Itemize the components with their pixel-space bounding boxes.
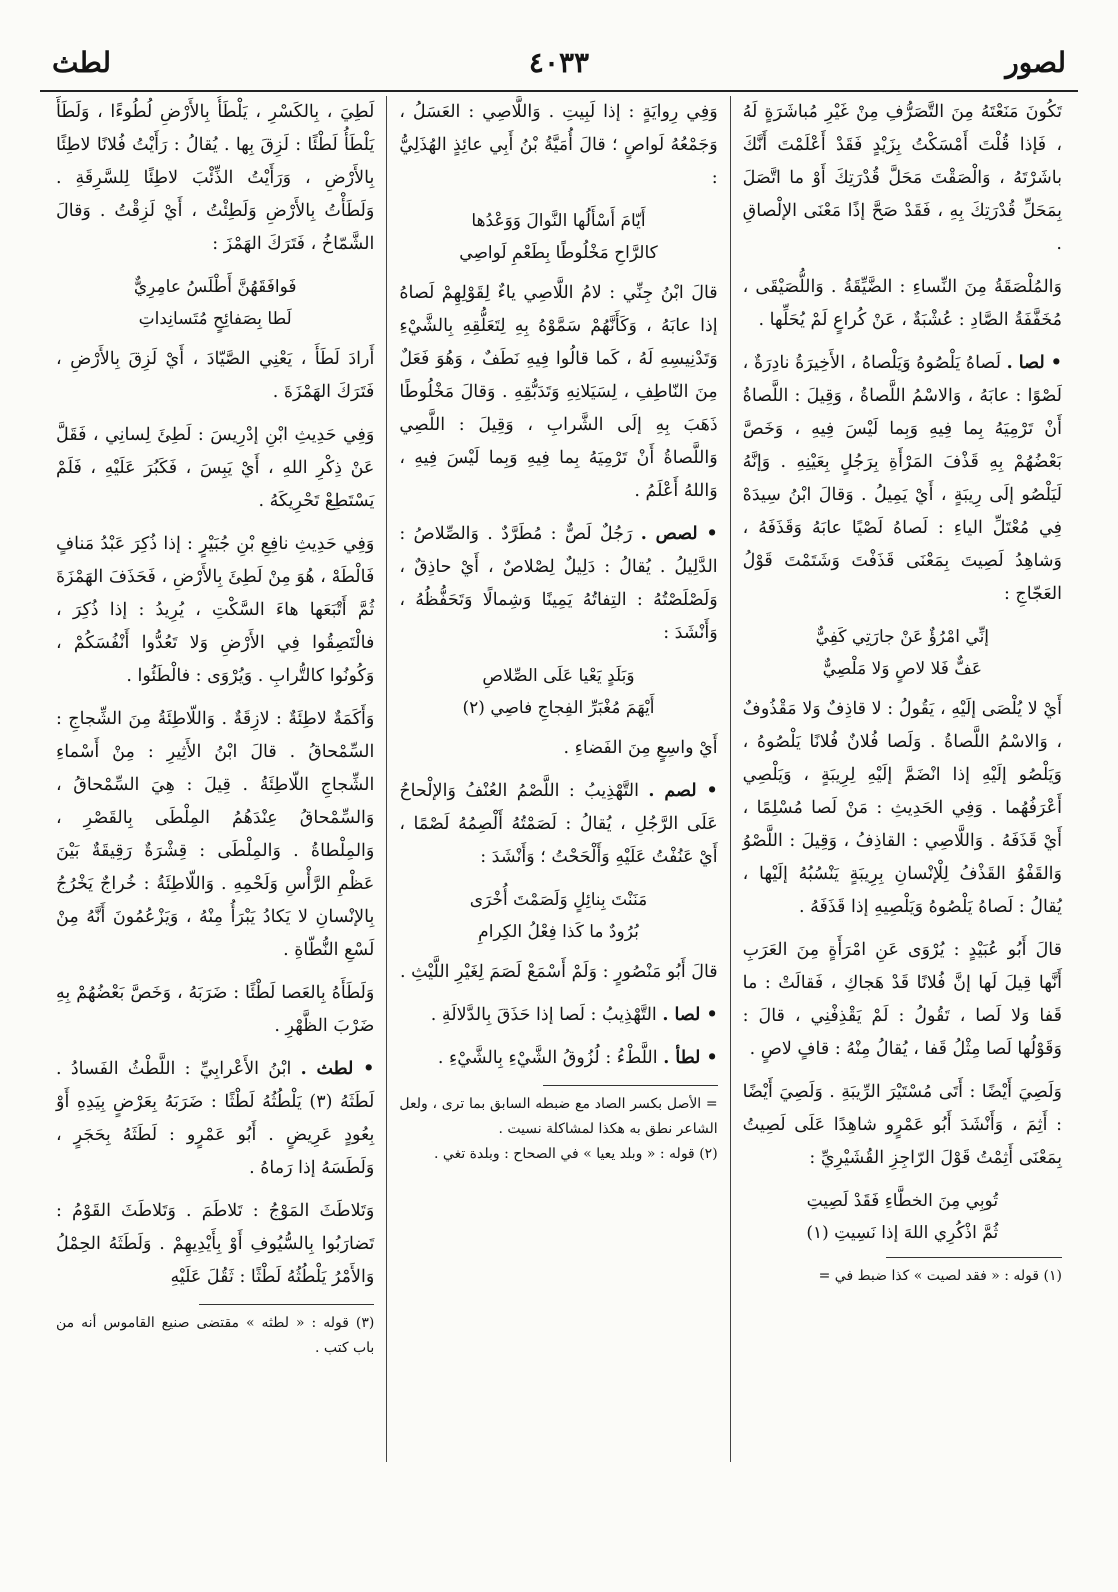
header-left-word: لطث (52, 46, 111, 79)
verse-line: وَبَلَدٍ يَعْيا عَلَى الصِّلاصِ (482, 666, 635, 686)
headword: • لطث . (300, 1059, 375, 1079)
entry-paragraph: أَرادَ لَطَأَ ، يَعْنِي الصَّيّادَ ، أَيْ لَزِقَ بِالأَرْضِ ، فَتَرَكَ الهَمْزَةَ . (56, 349, 375, 402)
verse-line: تُوبِي مِنَ الخطَّاءِ فَقَدْ لَصِيتِ (806, 1191, 999, 1211)
verse (743, 621, 1062, 685)
footnote-rule (886, 1257, 1062, 1258)
verse-line: بُرُودٌ ما كَذا فِعْلُ الكِرامِ (478, 922, 639, 942)
entry-text: التَّهْذِيبُ : اللَّصْمُ العُنْفُ وَالإلْحاحُ عَلَى الرَّجُلِ ، يُقالُ : لَصَمْتُهُ أَلْصِمُهُ لَصْمًا ، أَيْ عَنُفْتُ عَلَيْهِ وَأَلْحَحْتُ ؛ وَأَنْشَدَ : (399, 781, 718, 867)
page-number: ٤٠٣٣ (528, 46, 590, 79)
entry-lss (399, 518, 717, 650)
page-header (40, 44, 1078, 90)
verse-line: ثُمَّ اذْكُرِي اللهَ إذا نَسِيتِ (١) (806, 1223, 999, 1243)
headword: • لطأ . (663, 1048, 718, 1068)
verse-line: إنِّي امْرُؤٌ عَنْ جارَتِي كَفِيٌّ (815, 627, 990, 647)
entry-paragraph: وَلَصِيَ أَيْضًا : أَتَى مُسْتَيْرَ الرِّيبَةِ . وَلَصِيَ أَيْضًا : أَثِمَ ، وَأَنْشَدَ أَبُو عَمْرٍو شاهِدًا عَلَى لَصِيتُ بِمَعْنَى أَثِمْتُ قَوْلَ الرّاجِزِ القُشَيْرِيِّ : (742, 1082, 1062, 1168)
verse (399, 884, 717, 948)
verse (399, 205, 717, 269)
column-left (44, 96, 387, 1462)
entry-paragraph: قالَ أَبُو عُبَيْدٍ : يُرْوَى عَنِ امْرَأَةٍ مِنَ العَرَبِ أَنَّها قِيلَ لَها إنَّ فُلانًا قَدْ هَجاكِ ، فَقالَتْ : ما قَفا وَلا لَصا ، تَقُولُ : لَمْ يَقْذِفْنِي ، قالَ : وَقَوْلُها لَصا مِثْلُ قَفا ، يُقالُ مِنْهُ : قافٍ لاصٍ . (742, 940, 1062, 1059)
footnote: (٢) قوله : « وبلد يعيا » في الصحاح : وبلدة تغي . (434, 1146, 718, 1162)
verse-line: أَيْهَمَ مُغْبَرِّ الفِجاجِ فاصِي (٢) (462, 698, 655, 718)
entry-paragraph: وَفِي رِوايَةٍ : إذا لَبِيتِ . وَاللَّاصِي : العَسَلُ ، وَجَمْعُهُ لَواصٍ ؛ قالَ أُمَيَّةُ بْنُ أَبِي عائِذٍ الهُذَلِيُّ : (399, 102, 718, 188)
header-rule (40, 90, 1078, 92)
entry-paragraph: وَأَكَمَةٌ لاطِئَةٌ : لازِقَةٌ . وَاللّاطِئَةُ مِنَ الشِّجاجِ : السِّمْحاقُ . قالَ ابْنُ الأَثِيرِ : مِنْ أَسْماءِ الشِّجاجِ اللّاطِئَةُ . قِيلَ : هِيَ السِّمْحاقُ ، وَالسِّمْحاقُ عِنْدَهُمُ المِلْطَى بِالقَصْرِ ، وَالمِلْطاةُ . وَالمِلْطَى : قِشْرَةٌ رَقِيقَةٌ بَيْنَ عَظْمِ الرَّأْسِ وَلَحْمِهِ . وَاللّاطِئَةُ : خُراجٌ يَخْرُجُ بِالإنْسانِ لا يَكادُ يَبْرَأُ مِنْهُ ، وَيَزْعُمُونَ أَنَّهُ مِنْ لَسْعِ النُّطّاةِ . (56, 709, 375, 960)
entry-paragraph: أَيْ واسِعٍ مِنَ الفَضاءِ . (563, 738, 718, 758)
entry-text: ابْنُ الأَعْرابِيِّ : اللَّطْثُ الفَسادُ . لَطَثَهُ (٣) يَلْطُثُهُ لَطْثًا : ضَرَبَهُ بِعَرْضٍ بِيَدِهِ أَوْ بِعُودٍ عَرِيضٍ . أَبُو عَمْرٍو : لَطَثَهُ بِحَجَرٍ ، وَلَطَسَهُ إذا رَماهُ . (56, 1059, 375, 1178)
headword: • لصا . (662, 1005, 718, 1025)
entry-text: التَّهْذِيبُ : لَصا إذا حَذَقَ بِالدَّلالَةِ . (430, 1005, 657, 1025)
entry-text: لَصاهُ يَلْصُوهُ وَيَلْصاهُ ، الأَخِيرَةُ نادِرَةٌ ، لَصْوًا : عابَهُ ، وَالاسْمُ اللَّصاةُ ، وَقِيلَ : اللَّصاةُ أَنْ تَرْمِيَهُ بِما فِيهِ وَبِما لَيْسَ فِيهِ ، وَخَصَّ بَعْضُهُمْ بِهِ قَذْفَ المَرْأَةِ بِرَجُلٍ بِعَيْنِهِ . وَإنَّهُ لَيَلْصُو إلَى رِيبَةٍ ، أَيْ يَمِيلُ . وَقالَ ابْنُ سِيدَهْ فِي مُعْتَلِّ الياءِ : لَصاهُ لَصْيًا عابَهُ وَقَذَفَهُ ، وَشاهِدُ لَصِيتَ بِمَعْنَى قَذَفْتَ وَشَتَمْتَ قَوْلُ العَجّاجِ : (742, 353, 1062, 604)
dictionary-columns (44, 96, 1074, 1462)
headword: • لصص . (640, 524, 718, 544)
footnote-rule (543, 1085, 718, 1086)
verse-line: مَنَنْتَ بِنائِلٍ وَلَصَمْتَ أُخْرَى (469, 890, 648, 910)
footnote: = الأصل بكسر الصاد مع ضبطه السابق بما ترى ، ولعل الشاعر نطق به هكذا لمشاكلة نسيت . (399, 1096, 718, 1137)
footnote-rule (199, 1304, 374, 1305)
entry-paragraph: وَلَطَأَهُ بِالعَصا لَطْئًا : ضَرَبَهُ ، وَخَصَّ بَعْضُهُمْ بِهِ ضَرْبَ الظَّهْرِ . (56, 983, 375, 1036)
footnote: (٣) قوله : « لطثه » مقتضى صنيع القاموس أنه من باب كتب . (56, 1315, 375, 1356)
verse (56, 271, 374, 335)
entry-paragraph: أَيْ لا يُلْصَى إلَيْهِ ، يَقُولُ : لا قاذِفٌ وَلا مَقْذُوفٌ ، وَالاسْمُ اللَّصاةُ . وَلَصا فُلانٌ فُلانًا يَلْصُوهُ ، وَيَلْصُو إلَيْهِ إذا انْضَمَّ إلَيْهِ لِرِيبَةٍ ، وَيَلْصِي أَعْرَفُهُما . وَفِي الحَدِيثِ : مَنْ لَصا مُسْلِمًا ، أَيْ قَذَفَهُ . وَاللَّاصِي : القاذِفُ ، وَقِيلَ : اللَّصْوُ وَالقَفْوُ القَذْفُ لِلْإنْسانِ بِرِيبَةٍ يَنْسُبُهُ إلَيْها ، يُقالُ : لَصاهُ يَلْصُوهُ وَيَلْصِيهِ إذا قَذَفَهُ . (742, 699, 1062, 917)
entry-paragraph: وَالمُلْصَقَةُ مِنَ النِّساءِ : الضَّيِّقَةُ . وَاللُّصَيْقَى ، مُخَفَّفَةُ الصَّادِ : عُشْبَةٌ ، عَنْ كُراعٍ لَمْ يُحَلِّها . (742, 277, 1062, 330)
entry-paragraph: قالَ ابْنُ جِنِّي : لامُ اللَّاصِي ياءٌ لِقَوْلِهِمْ لَصاهُ إذا عابَهُ ، وَكَأَنَّهُمْ سَمَّوْهُ بِهِ لِتَعَلُّقِهِ بِالشَّيْءِ وَتَدْنِيسِهِ لَهُ ، كَما قالُوا فِيهِ نَطَفٌ ، وَهُوَ فَعَلٌ مِنَ النّاطِفِ ، لِسَيَلانِهِ وَتَدَبُّقِهِ . وَقالَ مَخْلُوطًا ذَهَبَ بِهِ إلَى الشَّرابِ ، وَقِيلَ : اللَّصِي وَاللَّصاةُ أَنْ تَرْمِيَهُ بِما فِيهِ وَبِما لَيْسَ فِيهِ ، وَاللهُ أَعْلَمُ . (399, 283, 718, 501)
entry-paragraph: وَفِي حَدِيثِ نافِعِ بْنِ جُبَيْرٍ : إذا ذُكِرَ عَبْدُ مَنافٍ فَالْطَهْ ، هُوَ مِنْ لَطِئَ بِالأَرْضِ ، فَحَذَفَ الهَمْزَةَ ثُمَّ أَتْبَعَها هاءَ السَّكْتِ ، يُرِيدُ : إذا ذُكِرَ ، فالْتَصِقُوا فِي الأَرْضِ وَلا تَعُدُّوا أَنْفُسَكُمْ ، وَكُونُوا كالتُّرابِ . وَيُرْوَى : فالْطَئُوا . (56, 534, 375, 686)
column-right (731, 96, 1074, 1462)
entry-paragraph: لَطِيَ ، بِالكَسْرِ ، يَلْطَأُ بِالأَرْضِ لُطُوءًا ، وَلَطَأَ يَلْطَأُ لَطْئًا : لَزِقَ بِها . يُقالُ : رَأَيْتُ فُلانًا لاطِئًا بِالأَرْضِ ، وَرَأَيْتُ الذِّئْبَ لاطِئًا لِلسَّرِقَةِ . وَلَطَأْتُ بِالأَرْضِ وَلَطِئْتُ ، أَيْ لَزِقْتُ . وَقالَ الشَّمّاخُ ، فَتَرَكَ الهَمْزَ : (56, 102, 375, 254)
verse-line: أَيّامَ أَسْأَلُها النَّوالَ وَوَعْدُها (471, 211, 646, 231)
entry-ltth (56, 1053, 374, 1185)
entry-lsa2 (399, 999, 717, 1032)
header-right-word: لصور (1005, 46, 1066, 79)
verse (743, 1185, 1062, 1249)
entry-lsa (743, 347, 1062, 611)
verse (399, 660, 717, 724)
entry-paragraph: تَكُونَ مَنَعْتَهُ مِنَ التَّصَرُّفِ مِنْ غَيْرِ مُباشَرَةٍ لَهُ ، فَإذا قُلْتَ أَمْسَكْتُ بِزَيْدٍ فَقَدْ أَعْلَمْتَ أَنَّكَ باشَرْتَهُ ، وَالْصَقْتَ مَحَلَّ قُدْرَتِكَ أَوْ ما اتَّصَلَ بِمَحَلِّ قُدْرَتِكَ بِهِ ، فَقَدْ صَحَّ إذًا مَعْنَى الإلْصاقِ . (742, 102, 1062, 254)
headword: • لصا . (1006, 353, 1062, 373)
verse-line: كالرَّاحِ مَخْلُوطًا بِطَعْمِ لَواصِي (459, 243, 658, 263)
verse-line: لَطا بِصَفائِحٍ مُتَسانِداتِ (138, 309, 292, 329)
footnote: (١) قوله : « فقد لصيت » كذا ضبط في = (818, 1268, 1062, 1284)
entry-paragraph: وَفِي حَدِيثِ ابْنِ إدْرِيسَ : لَطِئَ لِسانِي ، فَقَلَّ عَنْ ذِكْرِ اللهِ ، أَيْ يَبِسَ ، فَكَبُرَ عَلَيْهِ ، فَلَمْ يَسْتَطِعْ تَحْرِيكَهُ . (56, 425, 375, 511)
entry-paragraph: قالَ أَبُو مَنْصُورٍ : وَلَمْ أَسْمَعْ لَصَمَ لِغَيْرِ اللَّيْثِ . (399, 962, 718, 982)
entry-lta (399, 1042, 717, 1075)
verse-line: فَوافَقَهُنَّ أَطْلَسُ عامِرِيٌّ (133, 277, 297, 297)
entry-lsm (399, 775, 717, 874)
entry-paragraph: وَتَلاطَثَ المَوْجُ : تَلاطَمَ . وَتَلاطَثَ القَوْمُ : تَضارَبُوا بِالسُّيُوفِ أَوْ بِأَيْدِيهِمْ . وَلَطَثَهُ الحِمْلُ وَالأَمْرُ يَلْطُثُهُ لَطْثًا : ثَقُلَ عَلَيْهِ (56, 1201, 375, 1287)
verse-line: عَفٌّ فَلا لاصٍ وَلا مَلْصِيٌّ (822, 659, 983, 679)
headword: • لصم . (648, 781, 718, 801)
column-middle (387, 96, 730, 1462)
entry-text: رَجُلٌ لَصٌّ : مُطَرَّدٌ . وَالصِّلاصُ : الدَّلِيلُ . يُقالُ : دَلِيلٌ لِصْلاصٌ ، أَيْ حاذِقٌ ، وَلَصْلَصْتُهُ : التِفاتُهُ يَمِينًا وَشِمالًا وَتَحَفُّظُهُ ، وَأَنْشَدَ : (399, 524, 718, 643)
entry-text: اللَّطْءُ : لُزُوقُ الشَّيْءِ بِالشَّيْءِ . (437, 1048, 658, 1068)
